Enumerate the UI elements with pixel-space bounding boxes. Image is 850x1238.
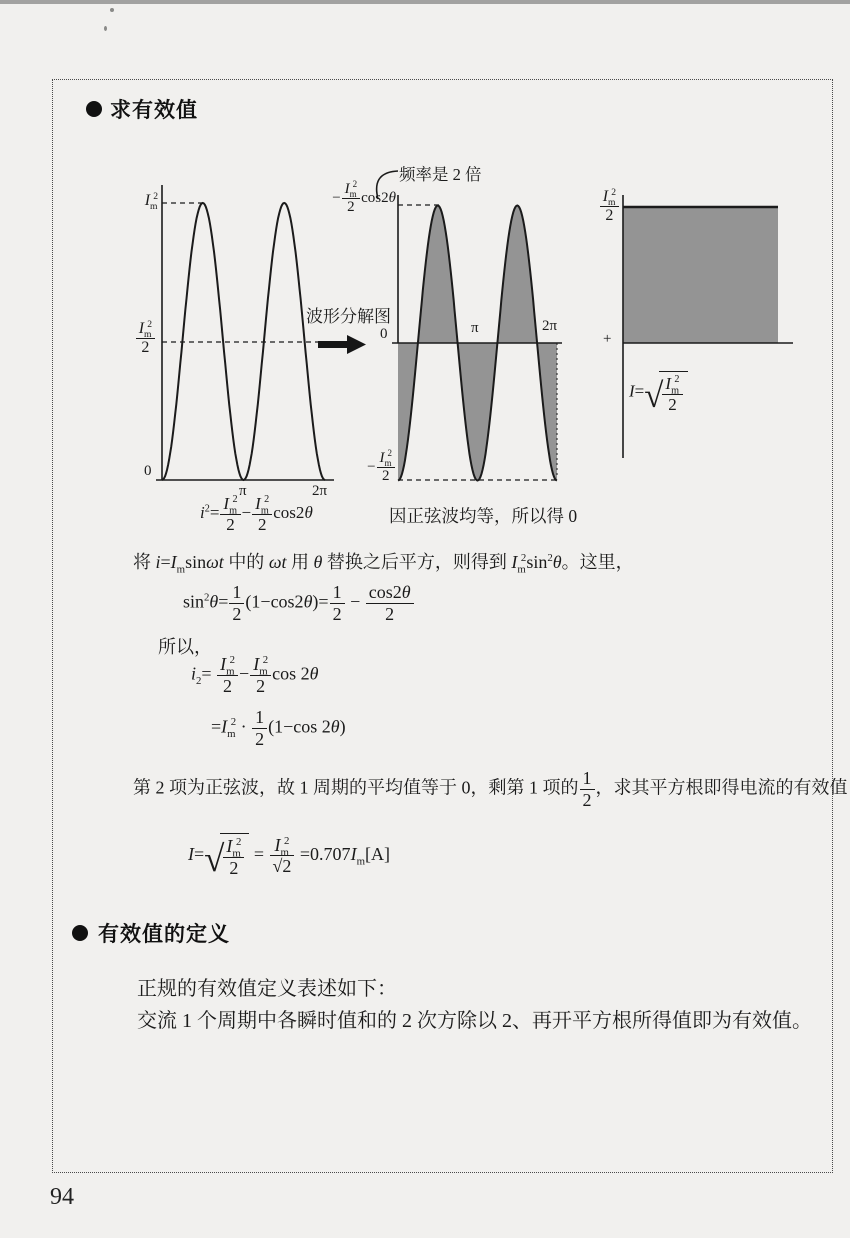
definition-text-line: 交流 1 个周期中各瞬时值和的 2 次方除以 2、再开平方根所得值即为有效值。 (137, 1010, 812, 1032)
paragraph-average: 第 2 项为正弦波，故 1 周期的平均值等于 0，剩第 1 项的 $\frac{1}{2}$ ，求其平方根即得电流的有效值 (133, 768, 848, 810)
scan-edge-strip (0, 0, 850, 4)
y-label-neg-im2-half: − $\frac{I_m^2}{2}$ (336, 450, 396, 486)
definition-intro-line: 正规的有效值定义表述如下： (137, 978, 397, 1000)
text-therefore: 所以， (158, 637, 212, 657)
x-tick-pi: π (471, 320, 479, 336)
x-tick-pi: π (239, 483, 247, 499)
formula-rms-result: I=√ $\frac{I_m^2}{2}$ = $\frac{I_m^2}{√2}$ $=0.707I_m[A]$ (188, 834, 390, 879)
chart-double-frequency-cosine (388, 183, 578, 495)
right-chart-formula: I=√ $\frac{I_m^2}{2}$ (629, 371, 688, 414)
origin-label: 0 (144, 463, 152, 479)
y-label-im2-half: $\frac{I_m^2}{2}$ (110, 320, 156, 358)
y-label-im2: $I_m^2$ (144, 190, 158, 213)
left-chart-formula: $i^2=$ $\frac{I_m^2}{2}$ − $\frac{I_m^2}{2}$ cos2θ (200, 494, 313, 534)
chart-constant-mean (596, 190, 808, 462)
formula-i2-line1: $i_2=$ $\frac{I_m^2}{2}$ − $\frac{I_m^2}{2}$ cos 2θ (191, 654, 319, 696)
middle-chart-caption: 因正弦波均等，所以得 0 (389, 506, 578, 526)
y-label-im2-half: $\frac{I_m^2}{2}$ (584, 188, 620, 226)
page-number: 94 (50, 1184, 74, 1210)
freq-annotation: 频率是 2 倍 (399, 165, 482, 184)
bullet-icon (86, 101, 102, 117)
section-heading-rms: 求有效值 (110, 99, 198, 122)
paragraph-substitution: 将 $i=I_m\sin\omega t$ 中的 ωt 用 θ 替换之后平方，则得到 $I_m^2\sin^2\theta$。这里， (133, 552, 634, 576)
scan-speck (110, 8, 114, 12)
shaded-rectangle (623, 207, 778, 343)
formula-i2-line2: $=I_m^2$ · $\frac{1}{2}$ (1−cos 2θ) (211, 707, 346, 749)
scan-speck (104, 26, 107, 31)
x-tick-2pi: 2π (542, 318, 558, 334)
section-heading-definition: 有效值的定义 (98, 923, 230, 946)
arrow-shape (318, 335, 366, 354)
plus-sign: + (603, 331, 612, 347)
y-label-neg-cos: − $\frac{I_m^2}{2}$ cos2θ (332, 179, 396, 216)
bullet-icon (72, 925, 88, 941)
zero-label: 0 (380, 326, 388, 342)
right-arrow-icon (318, 334, 368, 355)
decompose-label: 波形分解图 (306, 307, 391, 326)
formula-sin-squared: $\sin^2\theta=$ $\frac{1}{2}$ (1−cos2θ)= $\frac{1}{2}$ − $\frac{\cos 2\theta}{2}$ (183, 582, 415, 624)
x-tick-2pi: 2π (312, 483, 328, 499)
